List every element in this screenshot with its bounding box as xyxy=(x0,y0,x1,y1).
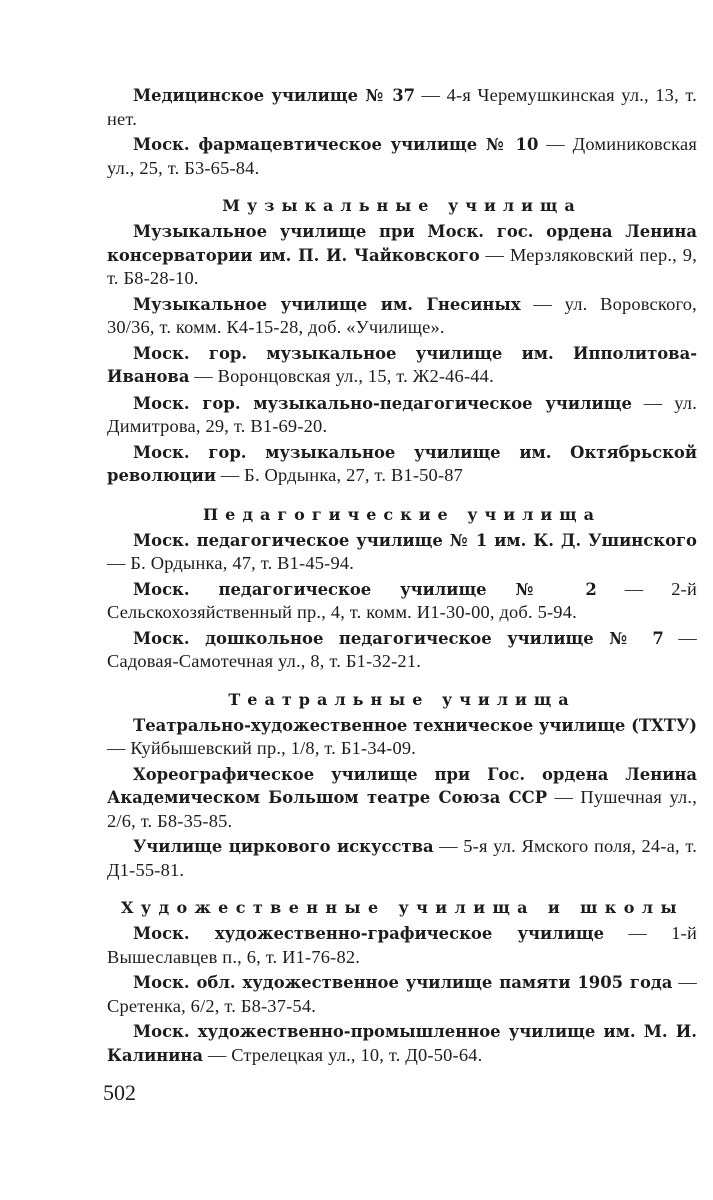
institution-name: Хореографическое училище при Гос. ордена Ленина Академическом Большом театре Союза ССР xyxy=(107,764,697,807)
section-heading: Художественные училища и школы xyxy=(121,898,684,917)
institution-address: — 5-я ул. Ямского поля, 24-а, т. Д1-55-81. xyxy=(107,836,697,880)
institution-address: — Воронцовская ул., 15, т. Ж2-46-44. xyxy=(189,366,494,386)
institution-address: — 4-я Черемушкинская ул., 13, т. нет. xyxy=(107,85,697,129)
institution-address: — Б. Ордынка, 27, т. В1-50-87 xyxy=(216,465,464,485)
institution-name: Училище циркового искусства xyxy=(133,837,434,856)
institution-name: Музыкальное училище при Моск. гос. ордена Ленина консерватории им. П. И. Чайковского xyxy=(107,222,697,265)
listing-entry xyxy=(107,835,697,881)
institution-name: Моск. художественно-графическое училище xyxy=(133,924,605,943)
listing-entry xyxy=(107,441,697,488)
institution-address: — Стрелецкая ул., 10, т. Д0-50-64. xyxy=(203,1044,483,1065)
institution-address: — Мерзляковский пер., 9, т. Б8-28-10. xyxy=(107,244,697,288)
listing-entry xyxy=(107,342,697,389)
institution-name: Моск. обл. художественное училище памяти 1905 года xyxy=(133,973,673,992)
section-music xyxy=(107,195,697,488)
institution-name: Театрально-художественное техническое училище (ТХТУ) xyxy=(133,715,697,735)
listing-entry xyxy=(107,84,697,130)
section-art xyxy=(107,897,697,1067)
institution-name: Моск. педагогическое училище № 2 xyxy=(133,579,597,599)
institution-name: Музыкальное училище им. Гнесиных xyxy=(133,294,521,314)
institution-address: — ул. Димитрова, 29, т. В1-69-20. xyxy=(107,392,697,436)
listing-entry xyxy=(107,220,697,290)
section-heading: Музыкальные училища xyxy=(222,196,582,215)
institution-address: — 1-й Вышеславцев п., 6, т. И1-76-82. xyxy=(107,923,697,967)
listing-entry xyxy=(107,763,697,833)
listing-entry xyxy=(107,578,697,624)
institution-address: — Куйбышевский пр., 1/8, т. Б1-34-09. xyxy=(107,738,417,758)
institution-address: — ул. Воровского, 30/36, т. комм. К4-15-28, доб. «Училище». xyxy=(107,293,697,337)
listing-entry xyxy=(107,714,697,760)
institution-address: — Доминиковская ул., 25, т. Б3-65-84. xyxy=(107,134,697,178)
listing-entry xyxy=(107,529,697,575)
section-heading: Театральные училища xyxy=(228,689,576,709)
listing-entry xyxy=(107,293,697,339)
section-heading: Педагогические училища xyxy=(203,504,601,524)
section-medical xyxy=(107,84,697,179)
institution-name: Медицинское училище № 37 xyxy=(133,86,416,105)
institution-name: Моск. гор. музыкально-педагогическое училище xyxy=(133,393,632,413)
listing-entry xyxy=(107,1020,697,1067)
listing-entry xyxy=(107,971,697,1017)
page-number: 502 xyxy=(103,1080,136,1105)
institution-address: — Б. Ордынка, 47, т. В1-45-94. xyxy=(107,553,355,573)
section-theatre xyxy=(107,689,697,882)
listing-entry xyxy=(107,627,697,673)
institution-address: — Пушечная ул., 2/6, т. Б8-35-85. xyxy=(107,787,698,831)
listing-entry xyxy=(107,392,697,438)
institution-name: Моск. гор. музыкальное училище им. Октябрьской революции xyxy=(107,442,697,485)
institution-address: — Сретенка, 6/2, т. Б8-37-54. xyxy=(107,972,698,1016)
institution-address: — Садовая-Самотечная ул., 8, т. Б1-32-21. xyxy=(107,627,697,671)
institution-name: Моск. художественно-промышленное училище им. М. И. Калинина xyxy=(107,1022,697,1065)
institution-name: Моск. педагогическое училище № 1 им. К. Д. Ушинского xyxy=(133,530,697,550)
institution-address: — 2-й Сельскохозяйственный пр., 4, т. комм. И1-30-00, доб. 5-94. xyxy=(107,578,698,622)
listing-entry xyxy=(107,133,697,179)
section-pedagogical xyxy=(107,504,697,673)
institution-name: Моск. фармацевтическое училище № 10 xyxy=(133,135,539,154)
institution-name: Моск. гор. музыкальное училище им. Ипполитова-Иванова xyxy=(107,343,697,386)
page-content xyxy=(107,84,697,1070)
institution-name: Моск. дошкольное педагогическое училище № 7 xyxy=(133,628,664,648)
listing-entry xyxy=(107,922,697,968)
